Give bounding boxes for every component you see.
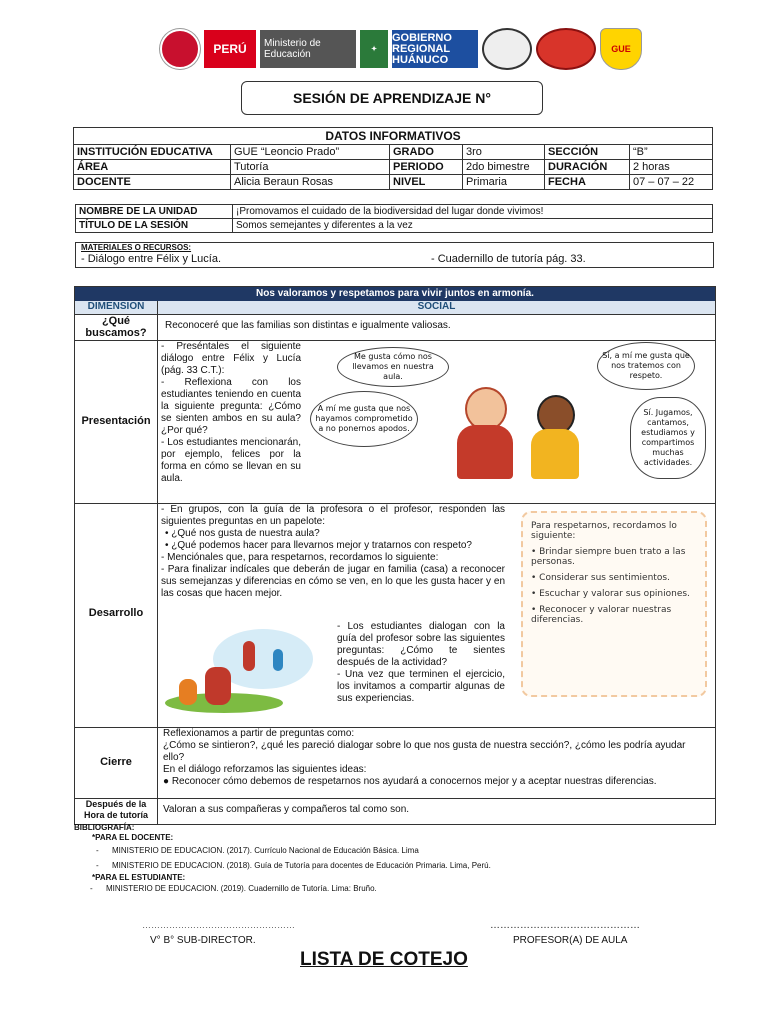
cierre-line: En el diálogo reforzamos las siguientes ideas: [163,764,367,775]
desarrollo-question: • ¿Qué nos gusta de nuestra aula? [165,528,320,539]
presentacion-text [161,341,301,485]
gore-logo: GOBIERNO REGIONAL HUÁNUCO [392,30,478,68]
desarrollo-text-2 [337,621,505,705]
peru-logo: PERÚ [204,30,256,68]
speech-bubble: A mí me gusta que nos hayamos comprometido a no ponernos apodos. [310,391,418,447]
cierre-line: Reflexionamos a partir de preguntas como: [163,728,355,739]
cierre-label: Cierre [100,756,132,768]
desarrollo-paragraph: - Menciónales que, para respetarnos, recordamos lo siguiente: [161,552,439,563]
presentacion-item: - Preséntales el siguiente diálogo entre Félix y Lucía (pág. 33 C.T.): [161,341,301,376]
cierre-text [163,728,707,788]
divider [75,314,715,315]
biblio-docente-label: *PARA EL DOCENTE: [92,833,174,842]
cell-label: ÁREA [74,160,231,175]
materiales-item: - Diálogo entre Félix y Lucía. [81,253,222,265]
cell-value: GUE “Leoncio Prado” [231,145,390,160]
recuerda-item: • Reconocer y valorar nuestras diferencias. [531,605,672,625]
despues-text: Valoran a sus compañeras y compañeros tal como son. [163,804,410,815]
minedu-logo: Ministerio de Educación [260,30,356,68]
desarrollo-label: Desarrollo [88,607,144,619]
divider [157,314,158,824]
cell-label: NIVEL [390,175,463,190]
cell-value: 07 – 07 – 22 [630,175,713,190]
speech-bubble: Sí. Jugamos, cantamos, estudiamos y compartimos muchas actividades. [630,397,706,479]
recuerda-box [521,511,707,697]
que-buscamos-text: Reconoceré que las familias son distintas e igualmente valiosas. [165,320,451,331]
cell-label: FECHA [545,175,630,190]
cell-value: Tutoría [231,160,390,175]
cell-label: SECCIÓN [545,145,630,160]
que-buscamos-label: ¿Qué buscamos? [85,315,147,339]
sesion-value: Somos semejantes y diferentes a la vez [233,219,713,233]
desarrollo-paragraph: - Una vez que terminen el ejercicio, los invitamos a compartir algunas de sus experiencias. [337,669,505,704]
cell-value: Primaria [463,175,545,190]
divider [75,798,715,799]
biblio-item: - MINISTERIO DE EDUCACION. (2019). Cuadernillo de Tutoría. Lima: Bruño. [90,884,377,893]
presentacion-item: - Reflexiona con los estudiantes teniendo en cuenta la siguiente pregunta: ¿Cómo se sienten ambos en su aula? ¿Por qué? [161,377,301,436]
family-illustration [165,627,315,719]
biblio-item: - MINISTERIO DE EDUCACION. (2017). Currículo Nacional de Educación Básica. Lima [96,846,419,855]
signature-right: PROFESOR(A) DE AULA [513,935,628,946]
session-banner: Nos valoramos y respetamos para vivir juntos en armonía. [75,287,715,301]
dim-value: SOCIAL [158,301,715,314]
cierre-line: ¿Cómo se sintieron?, ¿qué les pareció dialogar sobre lo que nos gusta de nuestra sección?, ¿cómo les podría ayudar ello? [163,740,686,763]
cell-value: “B” [630,145,713,160]
cell-value: 2 horas [630,160,713,175]
cell-label: DURACIÓN [545,160,630,175]
speech-bubble: Sí, a mí me gusta que nos tratemos con respeto. [597,342,695,390]
page-title: SESIÓN DE APRENDIZAJE N° [241,81,543,115]
cell-label: INSTITUCIÓN EDUCATIVA [74,145,231,160]
gore-icon: ✦ [360,30,388,68]
dim-label: DIMENSION [75,301,158,314]
desarrollo-paragraph: - En grupos, con la guía de la profesora o el profesor, responden las siguientes preguntas en un papelote: [161,504,506,527]
peru-shield-logo [160,29,200,69]
desarrollo-paragraph: - Para finalizar indícales que deberán de jugar en familia (casa) a reconocer sus semejanzas y diferencias en cómo se ven, en lo que les gusta hacer y en las cosas que hacen mejor. [161,564,506,599]
ugel-seal-logo [536,28,596,70]
desarrollo-text [161,504,505,600]
materiales-label: MATERIALES O RECURSOS: [81,243,192,252]
cell-label: GRADO [390,145,463,160]
cell-value: 3ro [463,145,545,160]
despues-label: Después de la Hora de tutoría [83,799,148,820]
biblio-estudiante-label: *PARA EL ESTUDIANTE: [92,873,186,882]
datos-table [73,127,713,190]
cierre-line: ● Reconocer cómo debemos de respetarnos nos ayudará a conocernos mejor y a aceptar nuestras diferencias. [163,776,657,787]
unidad-table [75,204,713,233]
materiales-item: - Cuadernillo de tutoría pág. 33. [431,253,586,265]
header-logos [160,28,645,70]
unidad-label: NOMBRE DE LA UNIDAD [76,205,233,219]
recuerda-item: • Escuchar y valorar sus opiniones. [531,589,690,599]
cell-value: Alicia Beraun Rosas [231,175,390,190]
presentacion-item: - Los estudiantes mencionarán, por ejemplo, felices por la forma en cómo se llevan en su aula. [161,437,301,484]
presentacion-label: Presentación [81,415,151,427]
gue-logo: GUE [600,28,642,70]
cell-label: DOCENTE [74,175,231,190]
recuerda-item: • Brindar siempre buen trato a las personas. [531,547,686,567]
signature-line: ……………………………………… [490,920,640,931]
speech-bubble: Me gusta cómo nos llevamos en nuestra aula. [337,347,449,387]
signature-line: …………………………………………… [142,920,295,930]
materiales-box [75,242,714,268]
biblio-title: BIBLIOGRAFÍA: [74,823,135,832]
recuerda-item: • Considerar sus sentimientos. [531,573,670,583]
sesion-label: TÍTULO DE LA SESIÓN [76,219,233,233]
seal-logo [482,28,532,70]
biblio-item: - MINISTERIO DE EDUCACION. (2018). Guía de Tutoría para docentes de Educación Primaria. Lima, Perú. [96,861,491,870]
girl-illustration [527,395,583,479]
boy-illustration [451,387,521,479]
unidad-value: ¡Promovamos el cuidado de la biodiversidad del lugar donde vivimos! [233,205,713,219]
cell-value: 2do bimestre [463,160,545,175]
lista-cotejo-title: LISTA DE COTEJO [300,949,468,970]
recuerda-title: Para respetarnos, recordamos lo siguiente: [531,521,677,541]
cell-label: PERIODO [390,160,463,175]
datos-heading: DATOS INFORMATIVOS [74,128,713,145]
session-table [74,286,716,825]
desarrollo-paragraph: - Los estudiantes dialogan con la guía del profesor sobre las siguientes preguntas: ¿Cómo te sientes después de la actividad? [337,621,505,668]
signature-left: V° B° SUB-DIRECTOR. [150,935,256,946]
desarrollo-question: • ¿Qué podemos hacer para llevarnos mejor y tratarnos con respeto? [165,540,472,551]
